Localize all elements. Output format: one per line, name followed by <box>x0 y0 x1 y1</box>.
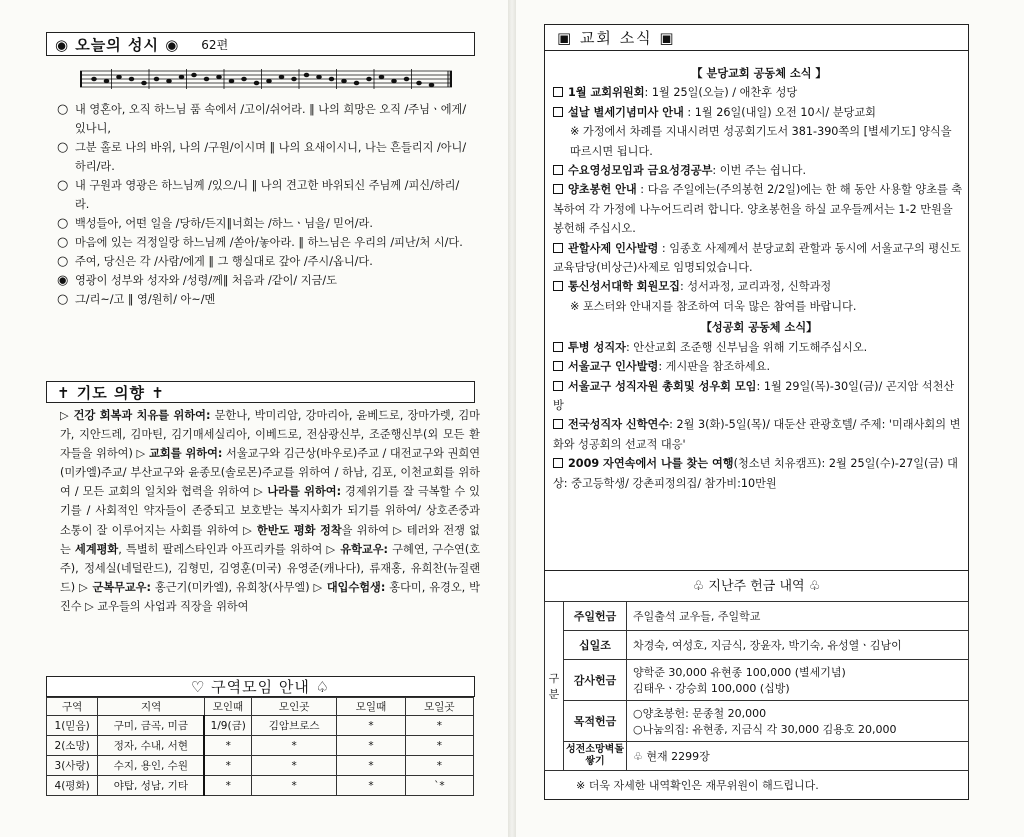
column-header: 모일곳 <box>405 698 473 716</box>
table-cell: * <box>337 716 405 736</box>
news-heading: 2009 자연속에서 나를 찾는 여행 <box>568 457 734 471</box>
table-row <box>47 736 474 756</box>
column-header: 지역 <box>98 698 205 716</box>
offering-header <box>544 575 969 594</box>
verse-bullet: ○ <box>57 292 69 307</box>
offering-group-label: 구분 <box>545 602 564 771</box>
news-item <box>553 454 965 493</box>
note-head <box>267 79 272 83</box>
column-header: 모인때 <box>204 698 251 716</box>
news-item <box>553 161 965 180</box>
note-head <box>117 75 122 79</box>
news-item <box>553 338 965 357</box>
prayer-text: , 특별히 팔레스타인과 아프리카를 위하여 <box>118 542 327 556</box>
note-head <box>342 79 347 83</box>
news-text: : 1월 26일(내일) 오전 10시/ 분당교회 <box>683 105 876 119</box>
table-cell: 야탑, 성남, 기타 <box>98 776 205 796</box>
verse-bullet: ○ <box>57 178 69 193</box>
table-row <box>47 716 474 736</box>
news-text: : 1월 25일(오늘) / 애찬후 성당 <box>644 86 798 100</box>
offering-details: 주일출석 교우들, 주일학교 <box>627 602 969 631</box>
prayer-header <box>46 381 475 403</box>
news-heading: 투병 성직자 <box>568 340 626 354</box>
poem-number: 62편 <box>201 37 229 52</box>
offering-divider <box>544 570 969 571</box>
poem-verse <box>57 100 469 138</box>
table-cell: * <box>204 776 251 796</box>
offering-row <box>545 660 969 701</box>
music-staff <box>80 66 452 92</box>
verse-text: 주여, 당신은 각 /사람/에게 ‖ 그 행실대로 갚아 /주시/옵니/다. <box>75 255 373 268</box>
note-head <box>329 77 334 81</box>
verse-bullet: ○ <box>57 235 69 250</box>
table-cell: 1(믿음) <box>47 716 98 736</box>
verse-text: 영광이 성부와 성자와 /성령/께‖ 처음과 /같이/ 지금/도 <box>75 274 337 287</box>
prayer-text: 구혜연, 구수연(호주), 정세실(네덜란드), 김형민, 김영훈(미국) 유영준(캐나다), 류재홍, 유희찬(뉴질랜드) <box>60 542 481 594</box>
offering-category: 성전소망벽돌쌓기 <box>564 742 627 771</box>
prayer-text: 을 위하여 ▷ 테러와 전쟁 없는 <box>60 523 480 556</box>
note-head <box>354 81 359 85</box>
verse-bullet: ◉ <box>57 273 69 288</box>
news-heading: 설날 별세기념미사 안내 <box>568 105 684 119</box>
verse-text: 내 구원과 영광은 하느님께 /있으/니 ‖ 나의 견고한 바위되신 주님께 /피신/하리/라. <box>75 179 460 211</box>
note-head <box>229 79 234 83</box>
poem-verse <box>57 233 469 252</box>
note-head <box>217 75 222 79</box>
table-cell: `* <box>405 776 473 796</box>
verse-bullet: ○ <box>57 254 69 269</box>
verse-bullet: ○ <box>57 216 69 231</box>
verse-text: 내 영혼아, 오직 하느님 품 속에서 /고이/쉬어라. ‖ 나의 희망은 오직 /주님ㆍ에게/ 있나니, <box>75 103 467 135</box>
news-text: : 임종호 사제께서 분당교회 관할과 동시에 서울교구의 평신도교육담당(비상근)사제로 임명되었습니다. <box>553 241 961 275</box>
news-body <box>553 64 965 493</box>
note-head <box>429 83 434 87</box>
verse-text: 그/리~/고 ‖ 영/원히/ 아~/멘 <box>75 293 216 306</box>
prayer-heading: ▷ 교회를 위하여: <box>136 447 223 461</box>
news-title: ▣ 교회 소식 ▣ <box>557 29 676 47</box>
checkbox-icon <box>553 107 563 117</box>
news-text: : 게시판을 참조하세요. <box>658 360 771 374</box>
news-heading: 통신성서대학 회원모집 <box>568 280 680 294</box>
news-item <box>553 277 965 296</box>
table-cell: 4(평화) <box>47 776 98 796</box>
poem-verse <box>57 214 469 233</box>
prayer-text: 홍다미, 유경오, 박진수 ▷ 교우들의 사업과 직장을 위하여 <box>60 580 480 613</box>
checkbox-icon <box>553 243 563 253</box>
column-header: 모일때 <box>337 698 405 716</box>
offering-footnote: ※ 더욱 자세한 내역확인은 재무위원이 해드립니다. <box>576 779 819 792</box>
note-head <box>367 77 372 81</box>
page-fold <box>508 0 516 837</box>
table-cell: * <box>405 736 473 756</box>
table-row <box>47 756 474 776</box>
table-cell: * <box>251 776 336 796</box>
table-cell: * <box>251 756 336 776</box>
news-text: : 다음 주일에는(주의봉헌 2/2일)에는 한 해 동안 사용할 양초를 축복하여 각 가정에 나누어드리려 합니다. 양초봉헌을 하실 교우들께서는 1-2 만원을 봉헌해 주십시오. <box>553 183 963 236</box>
news-heading: 서울교구 성직자원 총회및 성우회 모임 <box>568 379 757 393</box>
note-head <box>392 79 397 83</box>
offering-category: 십일조 <box>564 631 627 660</box>
checkbox-icon <box>553 458 563 468</box>
news-item <box>553 415 965 454</box>
column-header: 모인곳 <box>251 698 336 716</box>
note-head <box>242 77 247 81</box>
note-head <box>417 81 422 85</box>
poem-text <box>57 100 469 309</box>
table-cell: 김암브로스 <box>251 716 336 736</box>
offering-row <box>545 631 969 660</box>
note-head <box>104 79 109 83</box>
news-heading: 양초봉헌 안내 <box>568 183 637 197</box>
table-cell: * <box>251 736 336 756</box>
checkbox-icon <box>553 165 563 175</box>
checkbox-icon <box>553 281 563 291</box>
verse-text: 백성들아, 어떤 일을 /당하/든지‖너희는 /하느ㆍ님을/ 믿어/라. <box>75 217 373 230</box>
table-cell: * <box>405 716 473 736</box>
news-text: : 이번 주는 쉽니다. <box>712 164 807 178</box>
verse-bullet: ○ <box>57 102 69 117</box>
news-item <box>553 297 965 316</box>
note-head <box>379 75 384 79</box>
offering-details: ♧ 현재 2299장 <box>627 742 969 771</box>
table-cell: 정자, 수내, 서현 <box>98 736 205 756</box>
news-text: ※ 포스터와 안내지를 참조하여 더욱 많은 참여를 바랍니다. <box>570 299 857 313</box>
prayer-heading: ▷ 한반도 평화 정착 <box>243 523 342 537</box>
checkbox-icon <box>553 87 563 97</box>
prayer-text: 서울교구와 김근상(바우로)주교 / 대전교구와 권희연(미카엘)주교/ 부산교구와 윤종모(솔로몬)주교를 위하여 / 하남, 김포, 이천교회를 위하여 / 모든 교회의 일치와 협력을 위하여 <box>60 447 480 499</box>
column-header: 구역 <box>47 698 98 716</box>
note-head <box>304 73 309 77</box>
prayer-heading: ▷ 대입수험생: <box>313 580 386 594</box>
news-item <box>553 122 965 161</box>
news-text: : 1월 29일(목)-30일(금)/ 곤지암 석천산방 <box>553 379 955 412</box>
offering-row <box>545 701 969 742</box>
table-cell: * <box>337 756 405 776</box>
prayer-heading: ▷ 건강 회복과 치유를 위하여: <box>60 409 211 422</box>
group-title: ♡ 구역모임 안내 ♤ <box>190 678 331 696</box>
news-heading: 전국성직자 신학연수 <box>568 418 670 432</box>
table-cell: 3(사랑) <box>47 756 98 776</box>
note-head <box>167 79 172 83</box>
verse-text: 그분 홀로 나의 바위, 나의 /구원/이시며 ‖ 나의 요새이시니, 나는 흔들리지 /아니/하리/라. <box>75 141 467 173</box>
news-item <box>553 239 965 278</box>
offering-category: 목적헌금 <box>564 701 627 742</box>
table-cell: 1/9(금) <box>204 716 251 736</box>
news-text: : 성서과정, 교리과정, 신학과정 <box>679 280 832 294</box>
checkbox-icon <box>553 342 563 352</box>
prayer-heading: ▷ 나라를 위하여: <box>253 485 342 499</box>
news-heading: 서울교구 인사발령 <box>568 360 659 374</box>
section-title-parish: 【 분당교회 공동체 소식 】 <box>691 67 827 80</box>
table-cell: * <box>337 776 405 796</box>
checkbox-icon <box>553 419 563 429</box>
note-head <box>179 75 184 79</box>
offering-row <box>545 602 969 631</box>
checkbox-icon <box>553 381 563 391</box>
table-cell: * <box>337 736 405 756</box>
checkbox-icon <box>553 184 563 194</box>
table-cell: 2(소망) <box>47 736 98 756</box>
poem-verse <box>57 271 469 290</box>
poem-verse <box>57 176 469 214</box>
news-heading: 수요영성모임과 금요성경공부 <box>568 164 713 178</box>
note-head <box>254 81 259 85</box>
note-head <box>292 77 297 81</box>
prayer-intentions <box>60 406 480 616</box>
prayer-heading: ▷ 군복무교우: <box>79 580 151 594</box>
news-item <box>553 180 965 238</box>
table-cell: 수지, 용인, 수원 <box>98 756 205 776</box>
note-head <box>204 77 209 81</box>
prayer-text: 홍근기(미카엘), 유희창(사무엘) <box>150 580 314 594</box>
note-head <box>192 73 197 77</box>
offering-table <box>544 601 969 771</box>
news-text: ※ 가정에서 차례를 지내시려면 성공회기도서 381-390쪽의 [별세기도] 양식을 따르시면 됩니다. <box>570 125 952 158</box>
note-head <box>279 75 284 79</box>
news-heading: 관할사제 인사발령 <box>568 241 659 255</box>
news-text: (청소년 치유캠프): 2월 25일(수)-27일(금) 대상: 중고등학생/ 강촌피정의집/ 참가비:10만원 <box>553 457 958 490</box>
prayer-title: ✝ 기도 의향 ✝ <box>57 383 165 402</box>
news-item <box>553 103 965 122</box>
offering-category: 주일헌금 <box>564 602 627 631</box>
table-cell: * <box>204 756 251 776</box>
note-head <box>142 81 147 85</box>
group-header <box>46 676 475 697</box>
verse-text: 마음에 있는 걱정일랑 하느님께 /쏟아/놓아라. ‖ 하느님은 우리의 /피난/처 시/다. <box>75 236 463 249</box>
table-cell: 구미, 금곡, 미금 <box>98 716 205 736</box>
news-text: : 2월 3(화)-5일(목)/ 대둔산 관광호텔/ 주제: '미래사회의 변화와 성공회의 선교적 대응' <box>553 418 961 451</box>
offering-row <box>545 742 969 771</box>
offering-title: ♧ 지난주 헌금 내역 ♧ <box>692 579 821 594</box>
poem-verse <box>57 290 469 309</box>
offering-details: 차경숙, 여성호, 지금식, 장윤자, 박기숙, 유성열ㆍ김남이 <box>627 631 969 660</box>
poem-verse <box>57 252 469 271</box>
news-heading: 1월 교회위원회 <box>568 86 645 100</box>
note-head <box>317 75 322 79</box>
offering-details: 양학준 30,000 유현종 100,000 (별세기념) 김태우ㆍ강승희 100,000 (십방) <box>627 660 969 701</box>
note-head <box>129 77 134 81</box>
note-head <box>404 77 409 81</box>
news-item <box>553 377 965 416</box>
poem-header <box>46 32 475 56</box>
note-head <box>92 77 97 81</box>
group-table <box>46 697 474 796</box>
offering-category: 감사헌금 <box>564 660 627 701</box>
section-title-anglican: 【성공회 공동체 소식】 <box>700 321 818 335</box>
prayer-text: 경제위기를 잘 극복할 수 있기를 / 사회적인 약자들이 존중되고 보호받는 복지사회가 되기를 위하여/ 상호존중과 소통이 잘 이루어지는 사회를 위하여 <box>60 485 480 537</box>
news-text: : 안산교회 조준행 신부님을 위해 기도해주십시오. <box>625 340 868 354</box>
poem-verse <box>57 138 469 176</box>
checkbox-icon <box>553 361 563 371</box>
news-item <box>553 357 965 376</box>
table-row <box>47 776 474 796</box>
offering-details: ○양초봉헌: 문종철 20,000 ○나눔의집: 유현종, 지금식 각 30,000 김용호 20,000 <box>627 701 969 742</box>
prayer-text: 문한나, 박미리암, 강마리아, 윤베드로, 장마가렛, 김마가, 지안드레, 김마틴, 김기매세실리아, 이베드로, 전삼광신부, 조준행신부(외 모든 환자들을 위하여) <box>60 409 480 461</box>
table-cell: * <box>405 756 473 776</box>
poem-title: ◉ 오늘의 성시 ◉ <box>55 35 180 54</box>
note-head <box>154 77 159 81</box>
prayer-heading: 세계평화 <box>75 542 119 556</box>
prayer-heading: ▷ 유학교우: <box>326 542 389 556</box>
verse-bullet: ○ <box>57 140 69 155</box>
table-cell: * <box>204 736 251 756</box>
news-item <box>553 83 965 102</box>
news-header <box>544 24 969 51</box>
